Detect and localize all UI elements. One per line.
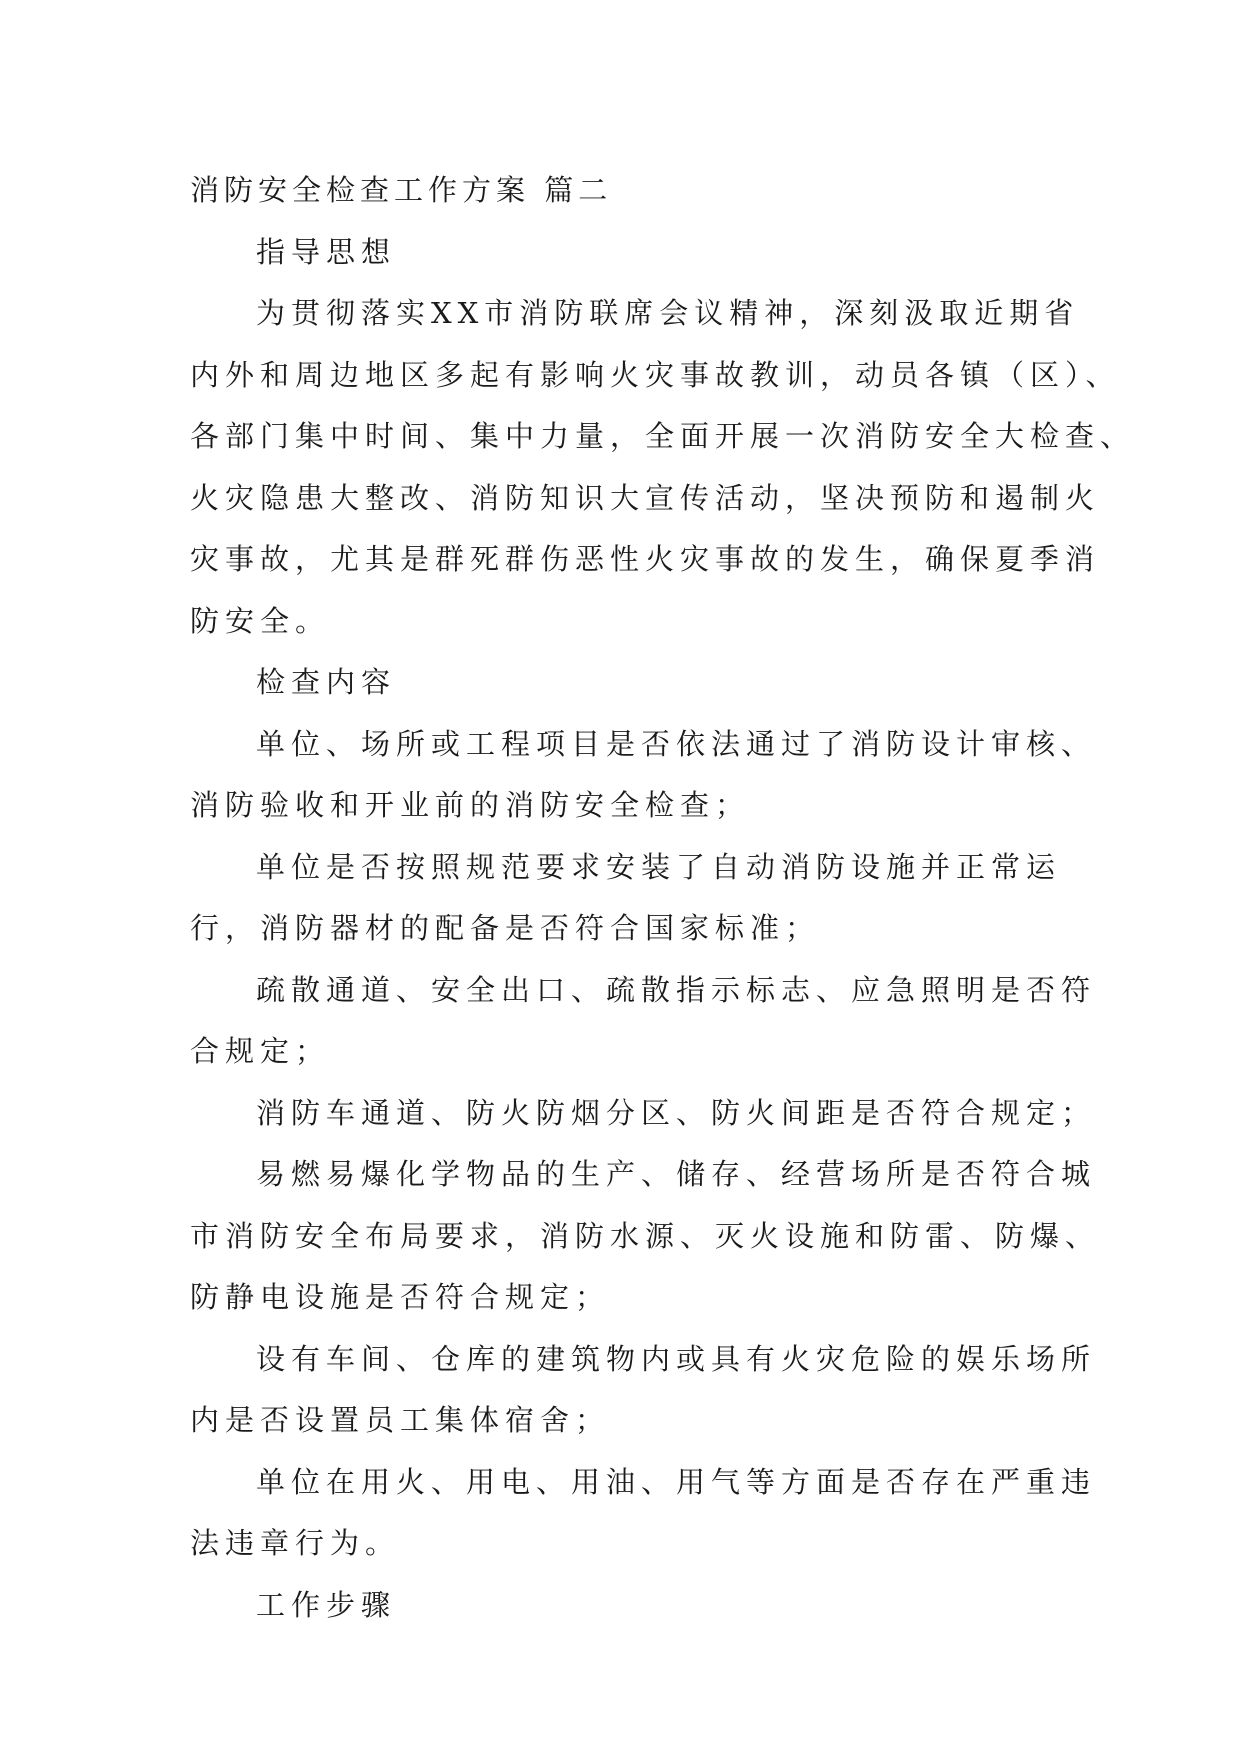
paragraph-line: 单位在用火、用电、用油、用气等方面是否存在严重违 xyxy=(256,1464,1097,1499)
paragraph-line: 火灾隐患大整改、消防知识大宣传活动，坚决预防和遏制火 xyxy=(190,480,1101,515)
check-item-2 xyxy=(190,837,1060,960)
paragraph-line: 消防验收和开业前的消防安全检查； xyxy=(190,788,751,822)
paragraph-line: 单位是否按照规范要求安装了自动消防设施并正常运 xyxy=(256,849,1062,884)
paragraph-line: 各部门集中时间、集中力量，全面开展一次消防安全大检查、 xyxy=(190,419,1136,453)
paragraph-line: 设有车间、仓库的建筑物内或具有火灾危险的娱乐场所 xyxy=(256,1341,1097,1376)
heading-line: 检查内容 xyxy=(256,665,397,699)
paragraph-line: 消防车通道、防火防烟分区、防火间距是否符合规定； xyxy=(256,1095,1097,1130)
check-item-6 xyxy=(190,1329,1097,1452)
paragraph-line: 为贯彻落实XX市消防联席会议精神，深刻汲取近期省 xyxy=(256,296,1080,330)
paragraph-guiding xyxy=(190,283,1136,652)
paragraph-line: 合规定； xyxy=(190,1034,331,1068)
paragraph-line: 行，消防器材的配备是否符合国家标准； xyxy=(190,911,821,945)
paragraph-line: 内是否设置员工集体宿舍； xyxy=(190,1403,611,1437)
paragraph-line: 易燃易爆化学物品的生产、储存、经营场所是否符合城 xyxy=(256,1157,1097,1191)
heading-line: 指导思想 xyxy=(256,234,397,269)
paragraph-line: 防安全。 xyxy=(190,603,331,638)
paragraph-line: 灾事故，尤其是群死群伤恶性火灾事故的发生，确保夏季消 xyxy=(190,542,1101,576)
section-heading-steps xyxy=(190,1575,1060,1637)
check-item-7 xyxy=(190,1452,1097,1575)
paragraph-line: 防静电设施是否符合规定； xyxy=(190,1280,611,1314)
paragraph-line: 法违章行为。 xyxy=(190,1526,401,1560)
check-item-5 xyxy=(190,1144,1101,1329)
section-heading-content xyxy=(190,652,1060,714)
paragraph-line: 疏散通道、安全出口、疏散指示标志、应急照明是否符 xyxy=(256,972,1097,1007)
check-item-4 xyxy=(190,1083,1097,1145)
check-item-3 xyxy=(190,960,1097,1083)
document-body xyxy=(190,160,1136,1636)
paragraph-line: 单位、场所或工程项目是否依法通过了消防设计审核、 xyxy=(256,726,1097,761)
heading-line: 工作步骤 xyxy=(256,1587,397,1622)
paragraph-line: 市消防安全布局要求，消防水源、灭火设施和防雷、防爆、 xyxy=(190,1218,1101,1253)
paragraph-line: 内外和周边地区多起有影响火灾事故教训，动员各镇（区）、 xyxy=(190,357,1121,392)
section-heading-guiding xyxy=(190,222,1060,284)
check-item-1 xyxy=(190,714,1097,837)
document-title: 消防安全检查工作方案 篇二 xyxy=(190,173,613,207)
